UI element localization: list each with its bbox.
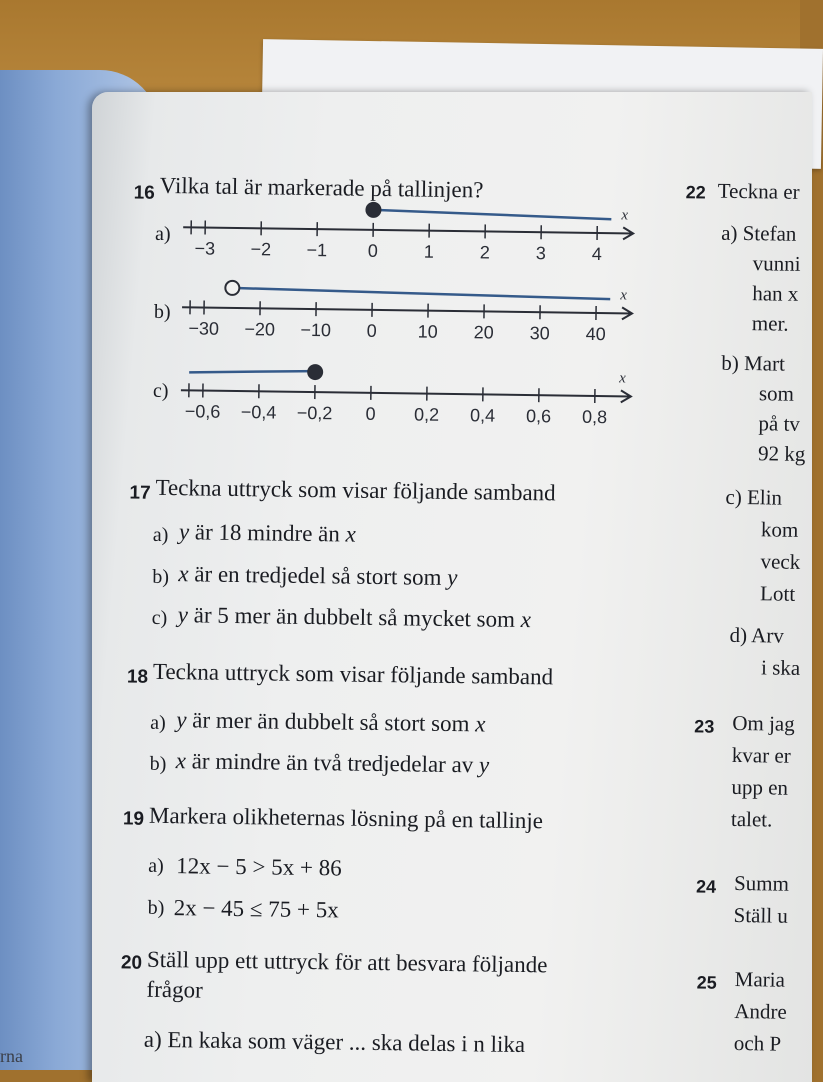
number-line-b xyxy=(182,280,633,344)
q19-part-b-label: b) xyxy=(148,897,165,920)
q25-line-3: och P xyxy=(734,1031,782,1057)
tick-label: 0,2 xyxy=(414,404,439,424)
question-22-text: Teckna er xyxy=(718,179,800,205)
q22-line-11: veck xyxy=(760,549,800,575)
q22-line-3: han x xyxy=(752,281,798,307)
q17-part-b-label: b) xyxy=(152,566,169,589)
q23-line-1: Om jag xyxy=(732,711,795,737)
question-20-number: 20 xyxy=(121,952,142,974)
tick-label: 10 xyxy=(418,322,438,342)
q22-line-4: mer. xyxy=(752,311,789,337)
q18-part-a-text: y är mer än dubbelt så stort som x xyxy=(176,707,485,737)
tick-label: 0,4 xyxy=(470,405,495,425)
q19-part-a-label: a) xyxy=(148,855,164,878)
q22-line-13: d) Arv xyxy=(729,623,784,649)
q23-line-3: upp en xyxy=(731,775,788,801)
axis-line xyxy=(183,227,633,233)
open-endpoint xyxy=(225,281,239,295)
tick-label: −0,6 xyxy=(185,401,221,421)
q17-part-c-text: y är 5 mer än dubbelt så mycket som x xyxy=(178,602,532,633)
axis-line xyxy=(181,390,631,396)
q22-line-9: c) Elin xyxy=(725,485,782,511)
number-line-c-label: c) xyxy=(153,380,169,403)
question-20-text-line1: Ställ upp ett uttryck för att besvara följande xyxy=(147,947,548,979)
q22-line-12: Lott xyxy=(760,581,795,606)
q18-part-a-label: a) xyxy=(150,712,166,735)
tick-label: 0 xyxy=(367,321,377,341)
q23-line-4: talet. xyxy=(731,807,773,833)
q22-line-8: 92 kg xyxy=(758,441,806,467)
q22-line-10: kom xyxy=(761,517,799,543)
tick-label: 0,6 xyxy=(526,406,551,426)
tick-label: 1 xyxy=(424,242,434,262)
q24-line-2: Ställ u xyxy=(733,903,788,929)
tick-label: 4 xyxy=(592,244,602,264)
axis-variable-label: x xyxy=(618,370,626,386)
question-25-number: 25 xyxy=(697,972,717,993)
q22-line-2: vunni xyxy=(753,251,801,277)
q18-part-b-text: x är mindre än två tredjedelar av y xyxy=(176,748,490,778)
q25-line-1: Maria xyxy=(735,967,786,993)
tick-label: 3 xyxy=(536,243,546,263)
question-17-number: 17 xyxy=(129,482,150,504)
number-line-a xyxy=(183,200,634,264)
closed-endpoint xyxy=(366,203,380,217)
tick-label: −2 xyxy=(250,239,271,259)
tick-label: −3 xyxy=(194,238,215,258)
question-18-text: Teckna uttryck som visar följande samband xyxy=(153,659,553,691)
tick-label: −1 xyxy=(306,240,327,260)
closed-endpoint xyxy=(308,365,322,379)
q19-part-b-text: 2x − 45 ≤ 75 + 5x xyxy=(173,895,338,923)
question-20-text-line2: frågor xyxy=(146,977,203,1004)
q17-part-b-text: x är en tredjedel så stort som y xyxy=(178,561,457,591)
q22-line-1: a) Stefan xyxy=(721,221,797,247)
solution-ray xyxy=(189,369,315,374)
q17-part-a-text: y är 18 mindre än x xyxy=(179,519,356,547)
tick-label: 20 xyxy=(474,322,494,342)
q22-line-5: b) Mart xyxy=(721,351,785,377)
question-16-text: Vilka tal är markerade på tallinjen? xyxy=(160,173,484,204)
question-19-number: 19 xyxy=(123,808,144,830)
tick-label: 0 xyxy=(365,404,375,424)
q18-part-b-label: b) xyxy=(150,753,167,776)
question-16-number: 16 xyxy=(133,183,154,205)
number-line-b-label: b) xyxy=(154,301,171,324)
q17-part-c-label: c) xyxy=(152,607,168,630)
question-22-number: 22 xyxy=(686,182,706,203)
solution-ray xyxy=(232,288,610,299)
tick-label: −10 xyxy=(300,320,331,340)
question-18-number: 18 xyxy=(127,666,148,688)
tick-label: −0,2 xyxy=(297,403,333,423)
question-24-number: 24 xyxy=(696,876,716,897)
axis-variable-label: x xyxy=(620,207,628,223)
question-19-text: Markera olikheternas lösning på en tallinje xyxy=(149,803,543,834)
q17-part-a-label: a) xyxy=(153,524,169,547)
margin-text: rna xyxy=(0,1046,23,1067)
q22-line-6: som xyxy=(759,381,794,406)
question-23-number: 23 xyxy=(694,716,714,737)
tick-label: −20 xyxy=(244,319,275,339)
q19-part-a-text: 12x − 5 > 5x + 86 xyxy=(176,853,342,881)
tick-label: 40 xyxy=(586,324,606,344)
tick-label: 2 xyxy=(480,242,490,262)
number-line-a-label: a) xyxy=(155,223,171,246)
tick-label: 30 xyxy=(530,323,550,343)
q24-line-1: Summ xyxy=(734,871,789,897)
q20-part-a-text: a) En kaka som väger ... ska delas i n lika xyxy=(144,1027,526,1058)
tick-label: 0 xyxy=(368,241,378,261)
axis-line xyxy=(182,307,632,313)
tick-label: −0,4 xyxy=(241,402,277,422)
solution-ray xyxy=(373,210,611,219)
q25-line-2: Andre xyxy=(734,999,787,1025)
tick-label: −30 xyxy=(188,318,219,338)
tick-label: 0,8 xyxy=(582,407,607,427)
q22-line-14: i ska xyxy=(761,655,800,681)
q22-line-7: på tv xyxy=(758,411,800,437)
q23-line-2: kvar er xyxy=(732,743,791,769)
question-17-text: Teckna uttryck som visar följande samband xyxy=(155,475,555,507)
axis-variable-label: x xyxy=(619,287,627,303)
number-line-c xyxy=(180,363,631,427)
